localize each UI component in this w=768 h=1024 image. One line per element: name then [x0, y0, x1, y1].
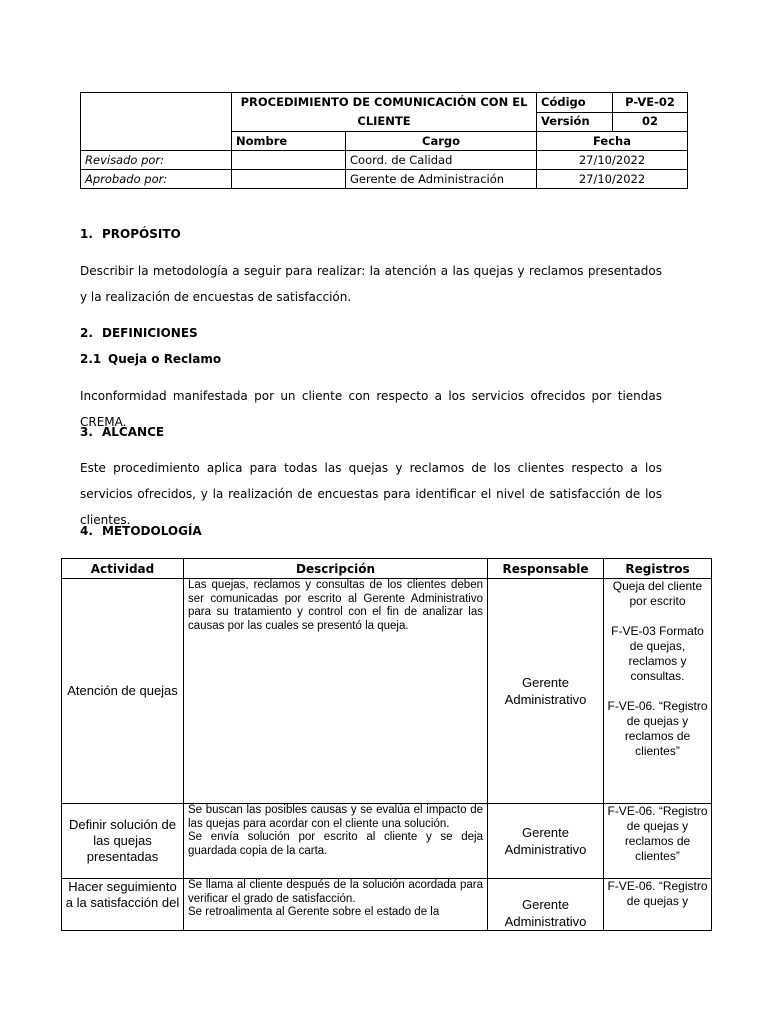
section-3-text: Este procedimiento aplica para todas las quejas y reclamos de los clientes respecto a los servicios ofrecidos, y la realización de encuestas para identificar el nivel de satisfacción de los clientes. [80, 461, 662, 527]
section-2-1-heading [80, 352, 221, 366]
row-1-registro-3: F-VE-06. “Registro de quejas y reclamos de clientes” [607, 699, 708, 758]
row-3-responsable: Gerente Administrativo [488, 879, 604, 931]
version-label: Versión [537, 112, 613, 132]
table-row [62, 879, 712, 931]
col-header-cargo: Cargo [346, 132, 537, 151]
section-4-number: 4. [80, 524, 93, 538]
header-descripcion: Descripción [184, 559, 488, 579]
section-4-title: METODOLOGÍA [102, 524, 202, 538]
table-header-row [62, 559, 712, 579]
version-value: 02 [613, 112, 688, 132]
codigo-label: Código [537, 93, 613, 113]
revisado-nombre [232, 151, 346, 170]
section-1-title: PROPÓSITO [102, 227, 181, 241]
row-1-descripcion-text: Las quejas, reclamos y consultas de los clientes deben ser comunicadas por escrito al Gerente Administrativo para su tratamiento y control con el fin de analizar las causas por las cuales se presentó la queja. [188, 579, 483, 632]
row-3-descripcion-text-2: Se retroalimenta al Gerente sobre el estado de la [188, 906, 440, 918]
row-2-registro-1: F-VE-06. “Registro de quejas y reclamos de clientes” [607, 804, 708, 863]
logo-cell [81, 93, 232, 151]
row-3-actividad: Hacer seguimiento a la satisfacción del [62, 879, 184, 931]
aprobado-label: Aprobado por: [81, 170, 232, 189]
row-3-descripcion [184, 879, 488, 931]
row-2-descripcion [184, 804, 488, 879]
row-2-registros [604, 804, 712, 879]
methodology-table [61, 558, 712, 931]
section-2-1-title: Queja o Reclamo [108, 352, 222, 366]
header-actividad: Actividad [62, 559, 184, 579]
row-1-descripcion [184, 579, 488, 804]
section-1-heading [80, 227, 181, 241]
section-1-text: Describir la metodología a seguir para realizar: la atención a las quejas y reclamos presentados y la realización de encuestas de satisfacción. [80, 264, 662, 304]
table-row [62, 804, 712, 879]
section-4-heading [80, 524, 202, 538]
row-3-registro-1: F-VE-06. “Registro de quejas y [607, 879, 708, 908]
revisado-label: Revisado por: [81, 151, 232, 170]
codigo-value: P-VE-02 [613, 93, 688, 113]
row-1-responsable: Gerente Administrativo [488, 579, 604, 804]
section-3-title: ALCANCE [102, 425, 165, 439]
aprobado-fecha: 27/10/2022 [537, 170, 688, 189]
table-row [62, 579, 712, 804]
section-3-heading [80, 425, 164, 439]
header-responsable: Responsable [488, 559, 604, 579]
row-2-responsable: Gerente Administrativo [488, 804, 604, 879]
document-header-table [80, 92, 688, 189]
aprobado-nombre [232, 170, 346, 189]
row-2-actividad: Definir solución de las quejas presentadas [62, 804, 184, 879]
row-3-registros [604, 879, 712, 931]
row-1-registro-1: Queja del cliente por escrito [612, 579, 703, 608]
revisado-cargo: Coord. de Calidad [346, 151, 537, 170]
section-1-number: 1. [80, 227, 93, 241]
row-1-registros [604, 579, 712, 804]
row-2-descripcion-text: Se buscan las posibles causas y se evalúa el impacto de las quejas para acordar con el cliente una solución. [188, 804, 483, 830]
section-2-title: DEFINICIONES [102, 326, 198, 340]
document-title: PROCEDIMIENTO DE COMUNICACIÓN CON EL CLIENTE [232, 93, 537, 132]
section-2-heading [80, 326, 198, 340]
header-registros: Registros [604, 559, 712, 579]
section-2-number: 2. [80, 326, 93, 340]
row-1-actividad: Atención de quejas [62, 579, 184, 804]
aprobado-cargo: Gerente de Administración [346, 170, 537, 189]
section-3-number: 3. [80, 425, 93, 439]
col-header-nombre: Nombre [232, 132, 346, 151]
row-3-descripcion-text: Se llama al cliente después de la solución acordada para verificar el grado de satisfacción. [188, 879, 483, 905]
section-2-1-text: Inconformidad manifestada por un cliente con respecto a los servicios ofrecidos por tiendas CREMA. [80, 389, 662, 429]
section-2-1-number: 2.1 [80, 352, 102, 366]
row-1-registro-2: F-VE-03 Formato de quejas, reclamos y consultas. [611, 624, 704, 683]
row-2-descripcion-text-2: Se envía solución por escrito al cliente y se deja guardada copia de la carta. [188, 831, 483, 857]
col-header-fecha: Fecha [537, 132, 688, 151]
revisado-fecha: 27/10/2022 [537, 151, 688, 170]
